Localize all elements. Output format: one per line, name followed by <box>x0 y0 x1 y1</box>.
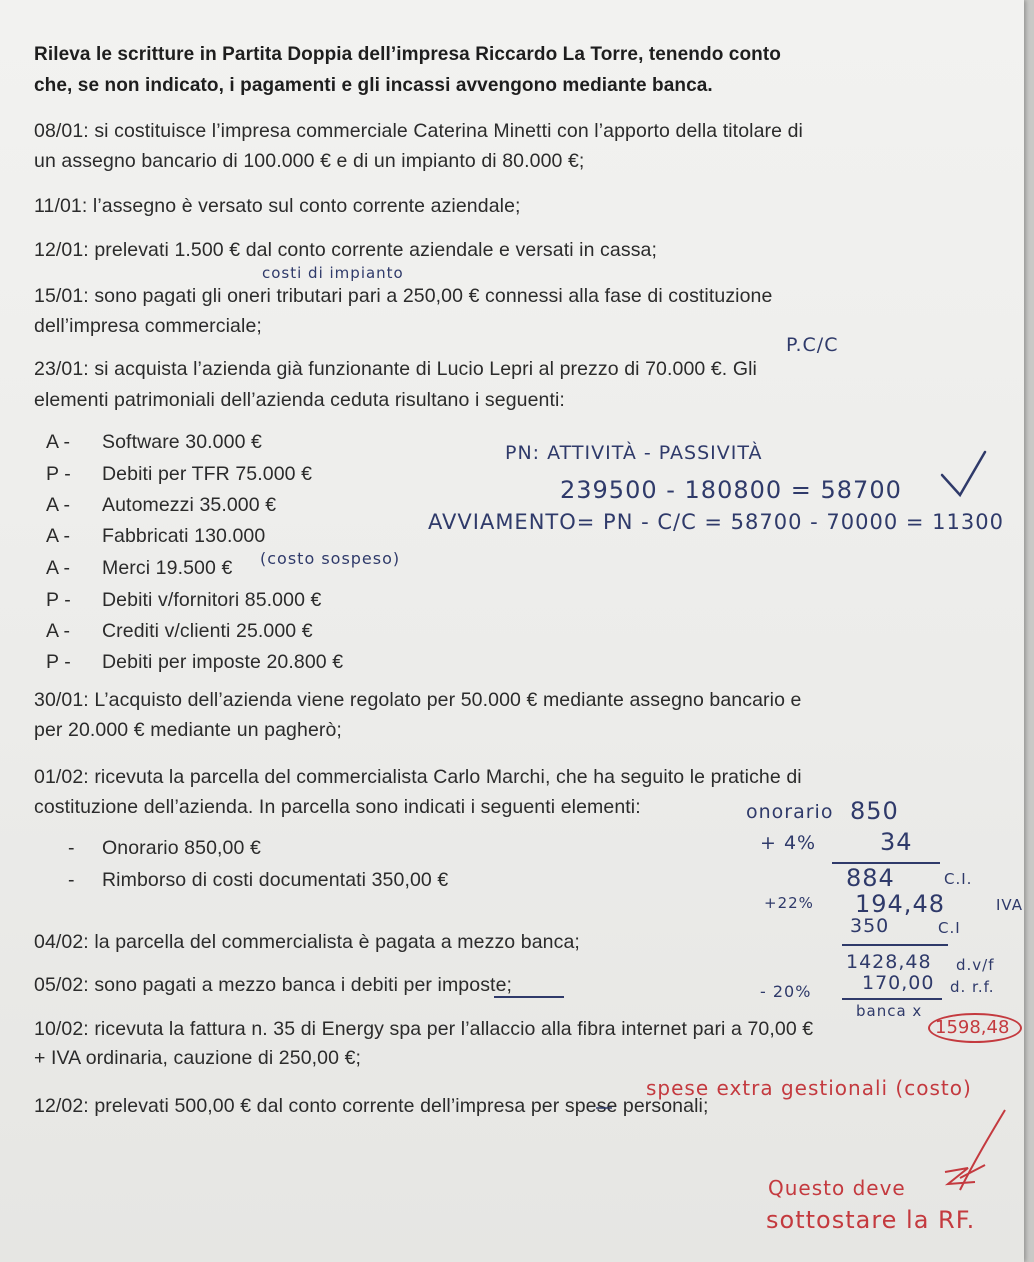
entry-0801-line-2: un assegno bancario di 100.000 € e di un impianto di 80.000 €; <box>34 150 585 172</box>
handwritten-questo-line-1: Questo deve <box>768 1176 906 1200</box>
red-arrow-tail <box>960 1165 985 1178</box>
asset-item: Merci 19.500 € <box>102 557 233 579</box>
asset-mark: P - <box>46 463 71 485</box>
calc-drf: d. r.f. <box>950 978 995 996</box>
entry-0102-line-2: costituzione dell’azienda. In parcella sono indicati i seguenti elementi: <box>34 796 641 818</box>
fee-item: Rimborso di costi documentati 350,00 € <box>102 869 449 891</box>
calc-ci-1: C.I. <box>944 870 973 888</box>
handwritten-costo-sospeso: (costo sospeso) <box>260 549 401 568</box>
calc-rule <box>842 944 948 946</box>
calc-onorario-value: 850 <box>850 797 899 825</box>
asset-mark: P - <box>46 651 71 673</box>
asset-mark: P - <box>46 589 71 611</box>
calc-total-circled: 1598,48 <box>935 1017 1010 1038</box>
entry-0801-line-1: 08/01: si costituisce l’impresa commerciale Caterina Minetti con l’apporto della titolare di <box>34 120 803 142</box>
asset-item: Debiti per TFR 75.000 € <box>102 463 313 485</box>
handwritten-spese-extra: spese extra gestionali (costo) <box>646 1076 972 1100</box>
entry-3001-line-2: per 20.000 € mediante un pagherò; <box>34 719 342 741</box>
red-arrow-mark <box>945 1168 975 1184</box>
asset-item: Debiti v/fornitori 85.000 € <box>102 589 322 611</box>
entry-0402: 04/02: la parcella del commercialista è pagata a mezzo banca; <box>34 931 580 953</box>
asset-item: Software 30.000 € <box>102 431 262 453</box>
exercise-title-line-1: Rileva le scritture in Partita Doppia dell’impresa Riccardo La Torre, tenendo conto <box>34 44 782 65</box>
calc-142848: 1428,48 <box>846 951 932 973</box>
calc-350: 350 <box>850 915 890 937</box>
calc-iva: IVA <box>996 896 1023 914</box>
calc-rule <box>842 998 942 1000</box>
handwritten-pn-calc: 239500 - 180800 = 58700 <box>560 476 902 504</box>
total-circle-mark <box>928 1013 1022 1043</box>
entry-1501-line-2: dell’impresa commerciale; <box>34 315 262 337</box>
red-pointer-line <box>960 1110 1005 1190</box>
fee-dash: - <box>68 869 75 891</box>
entry-1201: 12/01: prelevati 1.500 € dal conto corrente aziendale e versati in cassa; <box>34 239 658 261</box>
asset-item: Automezzi 35.000 € <box>102 494 277 516</box>
calc-884: 884 <box>846 864 895 892</box>
calc-dvf: d.v/f <box>956 956 995 974</box>
calc-onorario-label: onorario <box>746 801 834 823</box>
asset-item: Fabbricati 130.000 <box>102 525 266 547</box>
asset-item: Crediti v/clienti 25.000 € <box>102 620 313 642</box>
handwritten-avviamento: AVVIAMENTO= PN - C/C = 58700 - 70000 = 11300 <box>428 510 1004 534</box>
entry-2301-line-2: elementi patrimoniali dell’azienda ceduta risultano i seguenti: <box>34 389 565 411</box>
handwritten-questo-line-2: sottostare la RF. <box>766 1206 976 1234</box>
handwritten-pcc: P.C/C <box>786 334 839 356</box>
calc-ci-2: C.I <box>938 919 961 937</box>
handwritten-pn-label: PN: ATTIVITÀ - PASSIVITÀ <box>505 442 763 464</box>
asset-mark: A - <box>46 494 71 516</box>
entry-1501-line-1: 15/01: sono pagati gli oneri tributari pari a 250,00 € connessi alla fase di costituzione <box>34 285 773 307</box>
asset-mark: A - <box>46 431 71 453</box>
entry-0502: 05/02: sono pagati a mezzo banca i debiti per imposte; <box>34 974 513 996</box>
entry-3001-line-1: 30/01: L’acquisto dell’azienda viene regolato per 50.000 € mediante assegno bancario e <box>34 689 802 711</box>
entry-1002-line-2: + IVA ordinaria, cauzione di 250,00 €; <box>34 1047 362 1069</box>
exercise-title-line-2: che, se non indicato, i pagamenti e gli incassi avvengono mediante banca. <box>34 75 713 96</box>
entry-1101: 11/01: l’assegno è versato sul conto corrente aziendale; <box>34 195 521 217</box>
entry-1002-line-1: 10/02: ricevuta la fattura n. 35 di Energy spa per l’allaccio alla fibra internet pari a 70,00 € <box>34 1018 814 1040</box>
handwritten-costi-impianto: costi di impianto <box>262 264 404 282</box>
entry-0102-line-1: 01/02: ricevuta la parcella del commercialista Carlo Marchi, che ha seguito le pratiche di <box>34 766 802 788</box>
asset-mark: A - <box>46 557 71 579</box>
calc-19448: 194,48 <box>855 890 945 918</box>
calc-minus20: - 20% <box>760 982 812 1001</box>
fee-item: Onorario 850,00 € <box>102 837 261 859</box>
asset-mark: A - <box>46 620 71 642</box>
calc-plus22: +22% <box>764 894 814 912</box>
calc-plus4: + 4% <box>760 832 817 854</box>
calc-34: 34 <box>880 828 913 856</box>
entry-2301-line-1: 23/01: si acquista l’azienda già funzionante di Lucio Lepri al prezzo di 70.000 €. Gli <box>34 358 757 380</box>
calc-170: 170,00 <box>862 972 935 994</box>
underline-imposte <box>494 996 564 998</box>
fee-dash: - <box>68 837 75 859</box>
asset-mark: A - <box>46 525 71 547</box>
asset-item: Debiti per imposte 20.800 € <box>102 651 344 673</box>
calc-banca: banca x <box>856 1002 923 1020</box>
entry-1202: 12/02: prelevati 500,00 € dal conto corrente dell’impresa per spese personali; <box>34 1095 709 1117</box>
checkmark-icon <box>942 452 985 495</box>
